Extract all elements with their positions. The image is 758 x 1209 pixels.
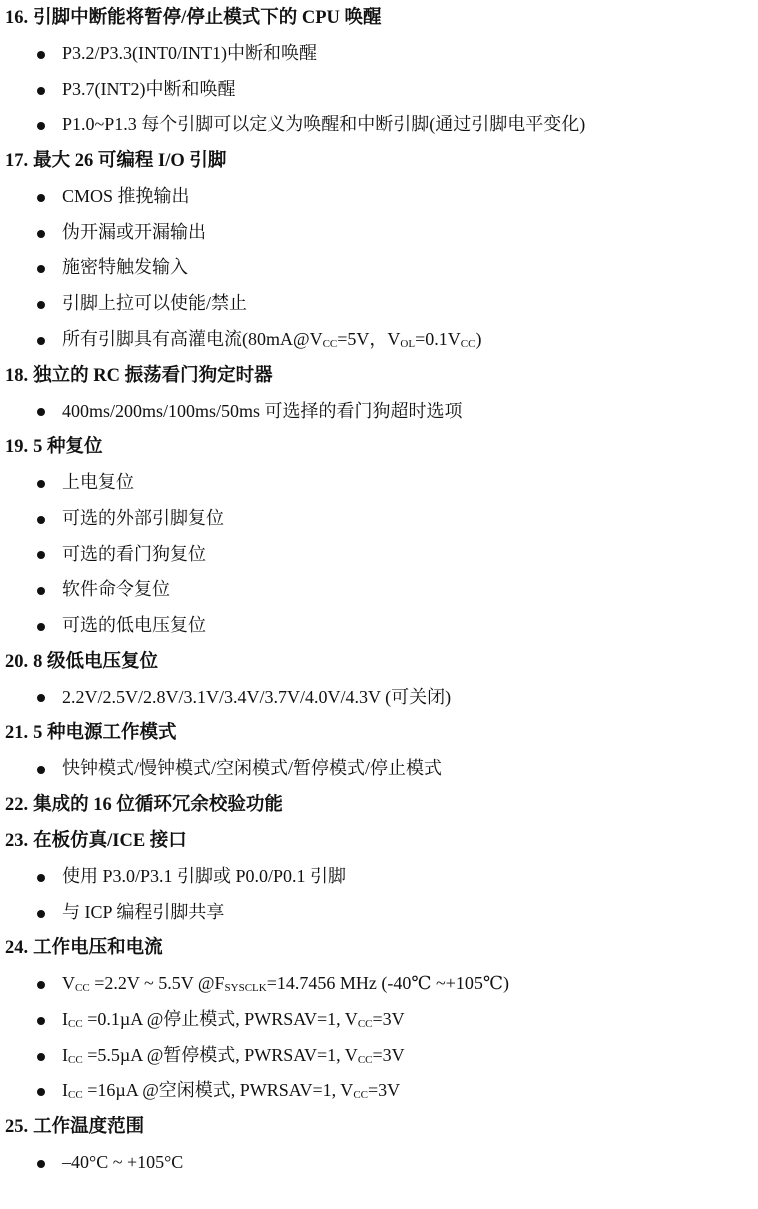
bullet-text <box>62 501 224 537</box>
text-run: 可选的低电压复位 <box>62 614 206 635</box>
feature-section <box>0 787 758 823</box>
subscript-text: CC <box>322 337 338 350</box>
text-run: ) <box>475 328 482 349</box>
bullet-dot-icon <box>37 194 45 202</box>
text-run: =2.2V ~ 5.5V @F <box>89 973 225 994</box>
feature-section <box>0 823 758 930</box>
bullet-text <box>62 394 463 430</box>
section-heading <box>0 0 758 36</box>
text-run: 400ms/200ms/100ms/50ms 可选择的看门狗超时选项 <box>62 400 463 421</box>
text-run: 快钟模式/慢钟模式/空闲模式/暂停模式/停止模式 <box>62 758 443 779</box>
text-run: I <box>62 1009 68 1030</box>
text-run: =3V <box>372 1044 405 1065</box>
text-run: 引脚上拉可以使能/禁止 <box>62 293 247 314</box>
section-title: 5 种电源工作模式 <box>33 723 177 744</box>
bullet-text <box>62 572 170 608</box>
text-run: =5.5µA @暂停模式, PWRSAV=1, V <box>82 1044 358 1065</box>
section-title: 8 级低电压复位 <box>33 651 159 672</box>
text-run: 可选的看门狗复位 <box>62 543 206 564</box>
feature-section <box>0 930 758 1109</box>
text-run: P3.2/P3.3(INT0/INT1)中断和唤醒 <box>62 43 317 63</box>
bullet-item <box>0 107 758 143</box>
section-title: 最大 26 可编程 I/O 引脚 <box>33 151 227 172</box>
bullet-dot-icon <box>37 1088 45 1096</box>
section-number: 25. <box>5 1117 29 1138</box>
bullet-item <box>0 1002 758 1038</box>
bullet-item <box>0 501 758 537</box>
bullet-text <box>62 537 206 573</box>
text-run: I <box>62 1044 68 1065</box>
bullet-item <box>0 1145 758 1181</box>
section-heading <box>0 1109 758 1145</box>
bullet-dot-icon <box>37 1017 45 1025</box>
text-run: 所有引脚具有高灌电流(80mA@V <box>62 328 323 349</box>
bullet-text <box>62 36 317 72</box>
section-number: 20. <box>5 651 29 672</box>
bullet-item <box>0 179 758 215</box>
bullet-text <box>62 1145 183 1181</box>
bullet-item <box>0 286 758 322</box>
subscript-text: CC <box>68 1018 83 1031</box>
bullet-dot-icon <box>37 337 45 345</box>
bullet-item <box>0 680 758 716</box>
bullet-text <box>62 72 236 108</box>
section-number: 17. <box>5 151 29 172</box>
subscript-text: CC <box>357 1018 373 1031</box>
subscript-text: CC <box>75 982 90 995</box>
bullet-dot-icon <box>37 265 45 273</box>
feature-section <box>0 715 758 787</box>
section-number: 23. <box>5 831 29 851</box>
bullet-text <box>62 859 346 895</box>
bullet-text <box>62 1073 400 1109</box>
bullet-item <box>0 966 758 1002</box>
bullet-text <box>62 608 206 644</box>
text-run: =5V，V <box>337 328 401 349</box>
section-number: 22. <box>5 795 29 815</box>
bullet-dot-icon <box>37 122 45 130</box>
feature-section <box>0 143 758 357</box>
text-run: 与 ICP 编程引脚共享 <box>62 901 225 922</box>
subscript-text: OL <box>400 337 416 350</box>
bullet-dot-icon <box>37 408 45 416</box>
bullet-dot-icon <box>37 910 45 918</box>
text-run: =0.1µA @停止模式, PWRSAV=1, V <box>82 1009 358 1030</box>
section-title: 工作电压和电流 <box>33 938 163 959</box>
bullet-text <box>62 680 451 716</box>
subscript-text: CC <box>357 1053 373 1066</box>
section-title: 工作温度范围 <box>33 1117 145 1138</box>
feature-section <box>0 358 758 430</box>
text-run: P1.0~P1.3 每个引脚可以定义为唤醒和中断引脚(通过引脚电平变化) <box>62 114 586 135</box>
text-run: –40°C ~ +105°C <box>62 1152 184 1173</box>
bullet-text <box>62 1002 405 1038</box>
text-run: 上电复位 <box>62 472 134 493</box>
bullet-dot-icon <box>37 301 45 309</box>
bullet-text <box>62 107 585 143</box>
bullet-dot-icon <box>37 516 45 524</box>
text-run: =0.1V <box>415 328 461 349</box>
section-title: 引脚中断能将暂停/停止模式下的 CPU 唤醒 <box>33 8 382 28</box>
bullet-item <box>0 322 758 358</box>
section-heading <box>0 429 758 465</box>
feature-section <box>0 429 758 643</box>
feature-section <box>0 644 758 716</box>
section-number: 21. <box>5 723 29 744</box>
bullet-item <box>0 465 758 501</box>
feature-section <box>0 1109 758 1181</box>
bullet-dot-icon <box>37 480 45 488</box>
bullet-dot-icon <box>37 766 45 774</box>
bullet-text <box>62 250 188 286</box>
bullet-text <box>62 465 134 501</box>
section-number: 19. <box>5 437 29 458</box>
subscript-text: CC <box>353 1089 368 1102</box>
text-run: =3V <box>368 1080 401 1101</box>
subscript-text: CC <box>68 1053 83 1066</box>
bullet-text <box>62 322 481 358</box>
subscript-text: CC <box>68 1089 83 1102</box>
bullet-item <box>0 36 758 72</box>
feature-section <box>0 0 758 143</box>
section-heading <box>0 787 758 823</box>
section-title: 在板仿真/ICE 接口 <box>33 831 187 851</box>
section-heading <box>0 930 758 966</box>
bullet-item <box>0 895 758 931</box>
section-number: 18. <box>5 365 29 386</box>
text-run: 2.2V/2.5V/2.8V/3.1V/3.4V/3.7V/4.0V/4.3V (可关闭) <box>62 686 452 707</box>
section-number: 24. <box>5 938 29 959</box>
bullet-item <box>0 751 758 787</box>
bullet-item <box>0 72 758 108</box>
bullet-dot-icon <box>37 981 45 989</box>
bullet-dot-icon <box>37 1160 45 1168</box>
text-run: V <box>62 973 75 994</box>
text-run: =16µA @空闲模式, PWRSAV=1, V <box>82 1080 354 1101</box>
text-run: P3.7(INT2)中断和唤醒 <box>62 78 236 99</box>
section-number: 16. <box>5 8 29 28</box>
text-run: CMOS 推挽输出 <box>62 186 190 207</box>
bullet-text <box>62 286 247 322</box>
text-run: 使用 P3.0/P3.1 引脚或 P0.0/P0.1 引脚 <box>62 866 347 886</box>
bullet-item <box>0 537 758 573</box>
text-run: 可选的外部引脚复位 <box>62 507 224 528</box>
bullet-dot-icon <box>37 230 45 238</box>
text-run: I <box>62 1080 68 1101</box>
section-heading <box>0 823 758 859</box>
bullet-item <box>0 608 758 644</box>
text-run: =3V <box>372 1009 405 1030</box>
bullet-text <box>62 895 224 931</box>
subscript-text: SYSCLK <box>224 982 267 995</box>
bullet-dot-icon <box>37 51 45 59</box>
bullet-item <box>0 1038 758 1074</box>
bullet-item <box>0 215 758 251</box>
bullet-dot-icon <box>37 587 45 595</box>
bullet-text <box>62 966 509 1002</box>
bullet-dot-icon <box>37 551 45 559</box>
text-run: =14.7456 MHz (-40℃ ~+105℃) <box>266 973 509 994</box>
section-heading <box>0 358 758 394</box>
bullet-dot-icon <box>37 87 45 95</box>
bullet-item <box>0 1073 758 1109</box>
section-title: 独立的 RC 振荡看门狗定时器 <box>33 365 273 386</box>
bullet-dot-icon <box>37 694 45 702</box>
bullet-item <box>0 394 758 430</box>
bullet-item <box>0 572 758 608</box>
section-title: 5 种复位 <box>33 437 103 458</box>
section-title: 集成的 16 位循环冗余校验功能 <box>33 795 283 815</box>
text-run: 施密特触发输入 <box>62 257 188 278</box>
bullet-dot-icon <box>37 623 45 631</box>
bullet-text <box>62 751 442 787</box>
subscript-text: CC <box>460 337 476 350</box>
section-heading <box>0 715 758 751</box>
bullet-text <box>62 215 206 251</box>
bullet-dot-icon <box>37 1053 45 1061</box>
bullet-dot-icon <box>37 874 45 882</box>
section-heading <box>0 143 758 179</box>
text-run: 伪开漏或开漏输出 <box>62 221 206 242</box>
bullet-text <box>62 179 190 215</box>
text-run: 软件命令复位 <box>62 579 170 600</box>
bullet-item <box>0 859 758 895</box>
bullet-item <box>0 250 758 286</box>
bullet-text <box>62 1038 405 1074</box>
section-heading <box>0 644 758 680</box>
